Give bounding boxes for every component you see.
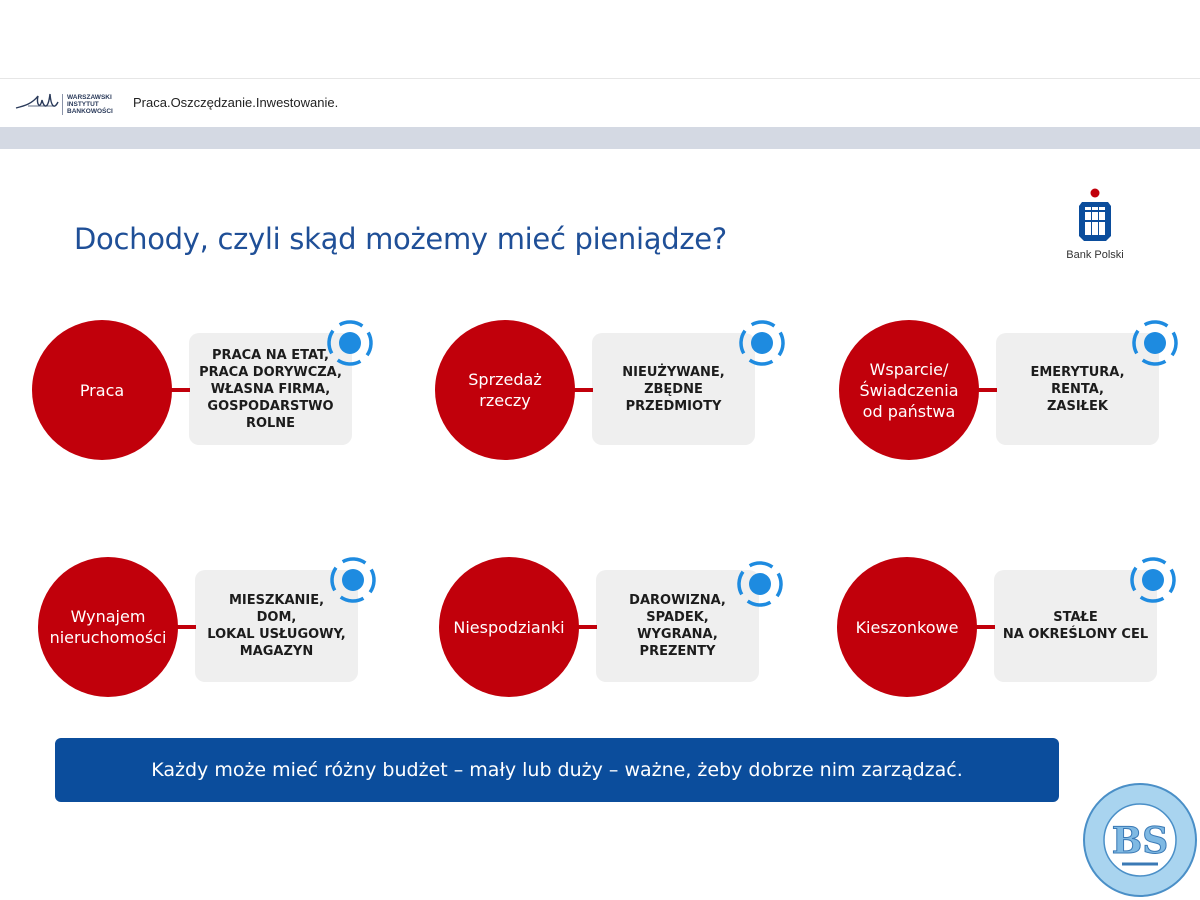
connector-line: [577, 625, 597, 629]
brand-logo: [1062, 188, 1128, 268]
category-details: EMERYTURA, RENTA, ZASIŁEK: [996, 333, 1159, 445]
income-card-pocket-money: [837, 557, 1197, 707]
pko-bp-logo-icon: [1076, 188, 1114, 244]
category-circle: Wsparcie/ Świadczenia od państwa: [839, 320, 979, 460]
category-circle: Praca: [32, 320, 172, 460]
stamp-initials: BS: [1111, 820, 1169, 862]
top-whitespace: [0, 0, 1200, 79]
category-circle: Wynajem nieruchomości: [38, 557, 178, 697]
wib-logo: [14, 88, 114, 120]
income-card-state-support: [839, 320, 1199, 470]
connector-line: [573, 388, 593, 392]
category-details: DAROWIZNA, SPADEK, WYGRANA, PREZENTY: [596, 570, 759, 682]
category-circle: Niespodzianki: [439, 557, 579, 697]
slide-title: Dochody, czyli skąd możemy mieć pieniądze?: [74, 222, 727, 256]
connector-line: [176, 625, 196, 629]
brand-name: Bank Polski: [1066, 249, 1124, 261]
target-dot-icon: [325, 318, 375, 368]
connector-line: [975, 625, 995, 629]
school-stamp-logo: [1082, 782, 1198, 898]
target-dot-icon: [1128, 555, 1178, 605]
header-tagline: Praca.Oszczędzanie.Inwestowanie.: [133, 95, 339, 110]
signature-icon: [14, 88, 60, 118]
income-card-rental: [38, 557, 398, 707]
category-circle: Kieszonkowe: [837, 557, 977, 697]
category-details: STAŁE NA OKREŚLONY CEL: [994, 570, 1157, 682]
budget-message-banner: Każdy może mieć różny budżet – mały lub duży – ważne, żeby dobrze nim zarządzać.: [55, 738, 1059, 802]
target-dot-icon: [735, 559, 785, 609]
category-details: NIEUŻYWANE, ZBĘDNE PRZEDMIOTY: [592, 333, 755, 445]
connector-line: [170, 388, 190, 392]
income-card-surprises: [439, 557, 799, 707]
income-card-selling: [435, 320, 795, 470]
category-details: MIESZKANIE, DOM, LOKAL USŁUGOWY, MAGAZYN: [195, 570, 358, 682]
target-dot-icon: [1130, 318, 1180, 368]
target-dot-icon: [737, 318, 787, 368]
category-details: PRACA NA ETAT, PRACA DORYWCZA, WŁASNA FIRMA, GOSPODARSTWO ROLNE: [189, 333, 352, 445]
header-divider-bar: [0, 127, 1200, 149]
connector-line: [977, 388, 997, 392]
income-card-work: [32, 320, 392, 470]
logo-text: WARSZAWSKI INSTYTUT BANKOWOŚCI: [62, 94, 113, 115]
target-dot-icon: [328, 555, 378, 605]
category-circle: Sprzedaż rzeczy: [435, 320, 575, 460]
slide-header: [0, 79, 1200, 127]
